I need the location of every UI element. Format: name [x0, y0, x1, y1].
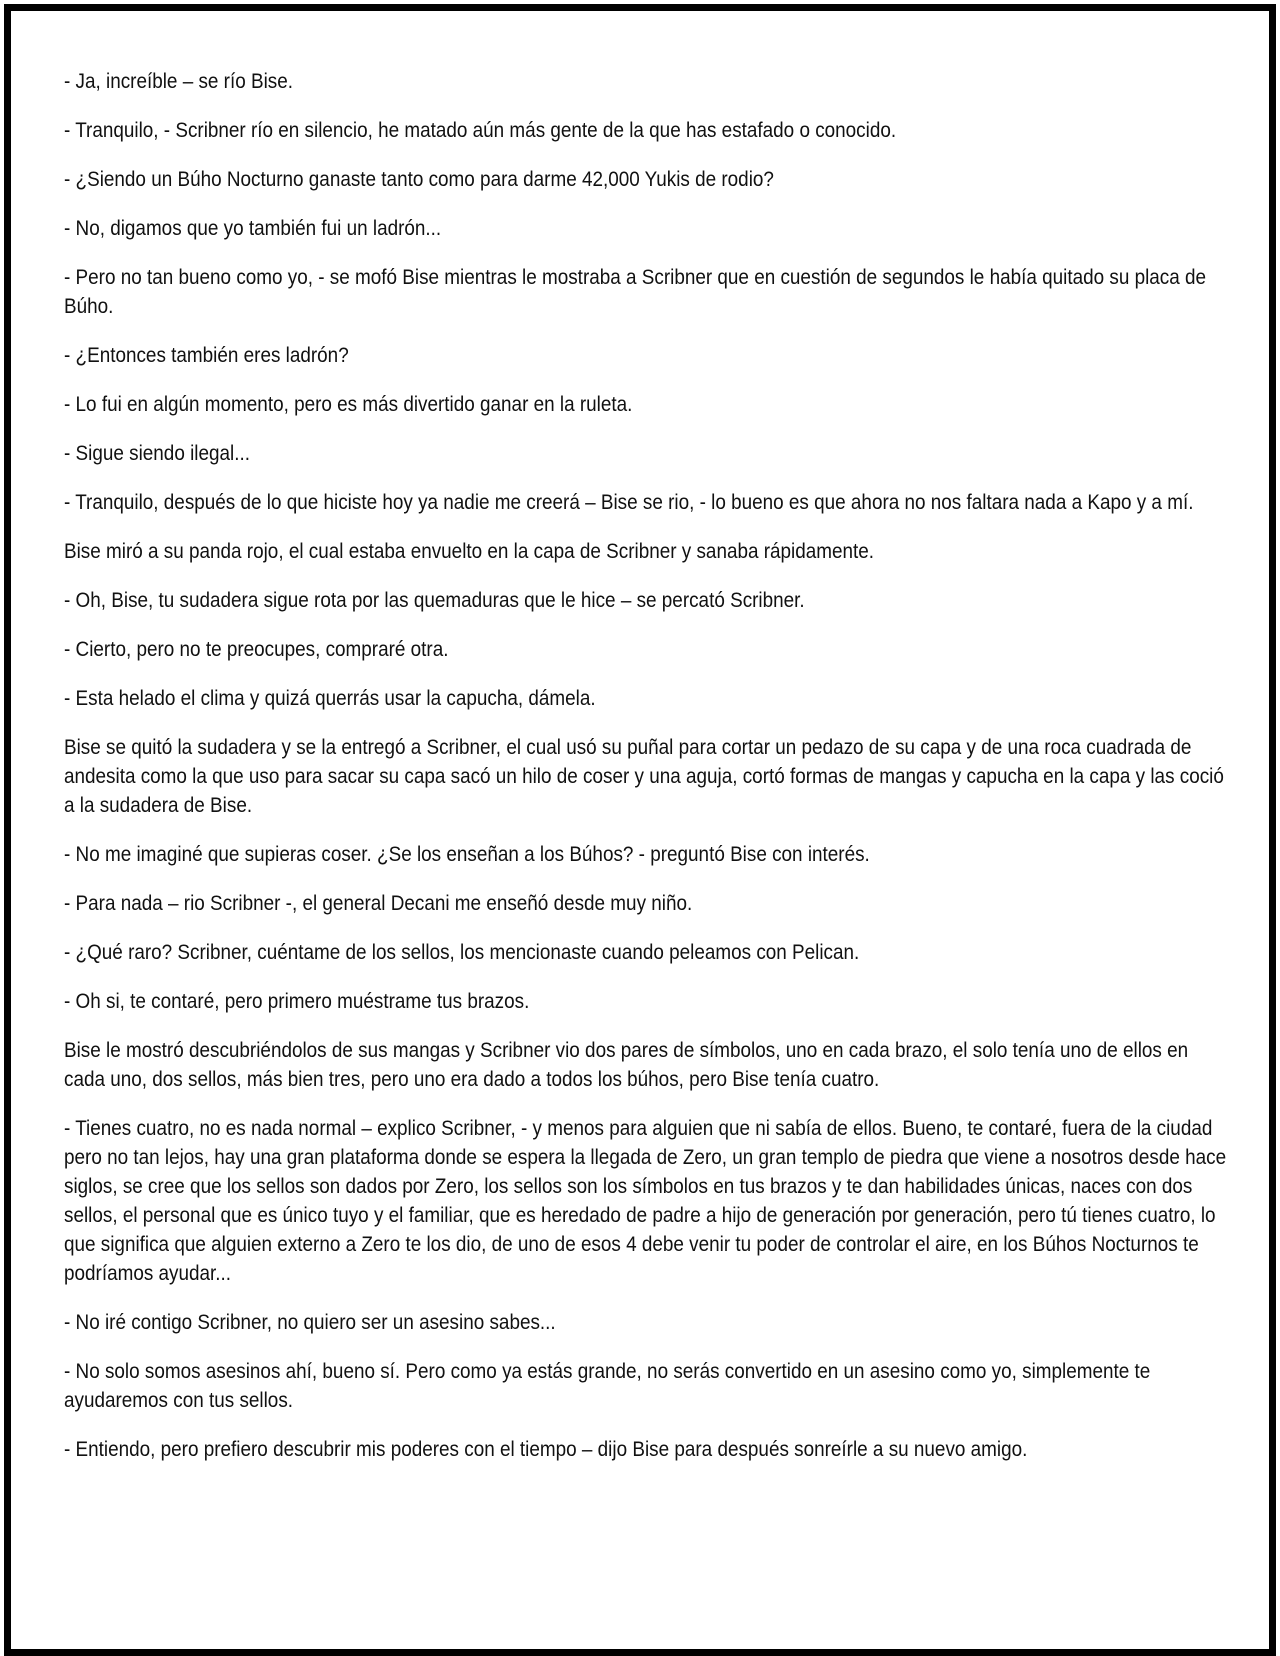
paragraph: - Oh si, te contaré, pero primero muéstrame tus brazos. [64, 990, 530, 1013]
paragraph: - Entiendo, pero prefiero descubrir mis poderes con el tiempo – dijo Bise para después sonreírle a su nuevo amigo. [64, 1438, 1028, 1461]
paragraph: Bise se quitó la sudadera y se la entregó a Scribner, el cual usó su puñal para cortar un pedazo de su capa y de una roca cuadrada de andesita como la que uso para sacar su capa sacó un hilo de coser y una aguja, cortó formas de mangas y capucha en la capa y las coció a la sudadera de Bise. [64, 736, 1224, 817]
story-text [64, 67, 1234, 1484]
paragraph: - Oh, Bise, tu sudadera sigue rota por las quemaduras que le hice – se percató Scribner. [64, 589, 805, 612]
paragraph: - No solo somos asesinos ahí, bueno sí. Pero como ya estás grande, no serás convertido en un asesino como yo, simplemente te ayudaremos con tus sellos. [64, 1360, 1151, 1412]
paragraph: - Tranquilo, - Scribner río en silencio, he matado aún más gente de la que has estafado o conocido. [64, 119, 897, 142]
paragraph: Bise miró a su panda rojo, el cual estaba envuelto en la capa de Scribner y sanaba rápidamente. [64, 540, 875, 563]
paragraph: - Tienes cuatro, no es nada normal – explico Scribner, - y menos para alguien que ni sabía de ellos. Bueno, te contaré, fuera de la ciudad pero no tan lejos, hay una gran plataforma donde se espera la llegada de Zero, un gran templo de piedra que viene a nosotros desde hace siglos, se cree que los sellos son dados por Zero, los sellos son los símbolos en tus brazos y te dan habilidades únicas, naces con dos sellos, el personal que es único tuyo y el familiar, que es heredado de padre a hijo de generación por generación, pero tú tienes cuatro, lo que significa que alguien externo a Zero te los dio, de uno de esos 4 debe venir tu poder de controlar el aire, en los Búhos Nocturnos te podríamos ayudar... [64, 1117, 1227, 1285]
paragraph: - Lo fui en algún momento, pero es más divertido ganar en la ruleta. [64, 393, 633, 416]
paragraph: Bise le mostró descubriéndolos de sus mangas y Scribner vio dos pares de símbolos, uno en cada brazo, el solo tenía uno de ellos en cada uno, dos sellos, más bien tres, pero uno era dado a todos los búhos, pero Bise tenía cuatro. [64, 1039, 1189, 1091]
paragraph: - Tranquilo, después de lo que hiciste hoy ya nadie me creerá – Bise se rio, - lo bueno es que ahora no nos faltara nada a Kapo y a mí. [64, 491, 1194, 514]
page-border [4, 4, 1276, 1656]
paragraph: - Para nada – rio Scribner -, el general Decani me enseñó desde muy niño. [64, 892, 693, 915]
paragraph: - Sigue siendo ilegal... [64, 442, 250, 465]
paragraph: - No, digamos que yo también fui un ladrón... [64, 217, 442, 240]
paragraph: - No iré contigo Scribner, no quiero ser un asesino sabes... [64, 1311, 556, 1334]
paragraph: - Cierto, pero no te preocupes, compraré otra. [64, 638, 449, 661]
paragraph: - Ja, increíble – se río Bise. [64, 70, 294, 93]
paragraph: - Esta helado el clima y quizá querrás usar la capucha, dámela. [64, 687, 596, 710]
paragraph: - ¿Entonces también eres ladrón? [64, 344, 349, 367]
paragraph: - No me imaginé que supieras coser. ¿Se los enseñan a los Búhos? - preguntó Bise con interés. [64, 843, 870, 866]
paragraph: - ¿Qué raro? Scribner, cuéntame de los sellos, los mencionaste cuando peleamos con Pelican. [64, 941, 860, 964]
paragraph: - Pero no tan bueno como yo, - se mofó Bise mientras le mostraba a Scribner que en cuestión de segundos le había quitado su placa de Búho. [64, 266, 1207, 318]
paragraph: - ¿Siendo un Búho Nocturno ganaste tanto como para darme 42,000 Yukis de rodio? [64, 168, 774, 191]
